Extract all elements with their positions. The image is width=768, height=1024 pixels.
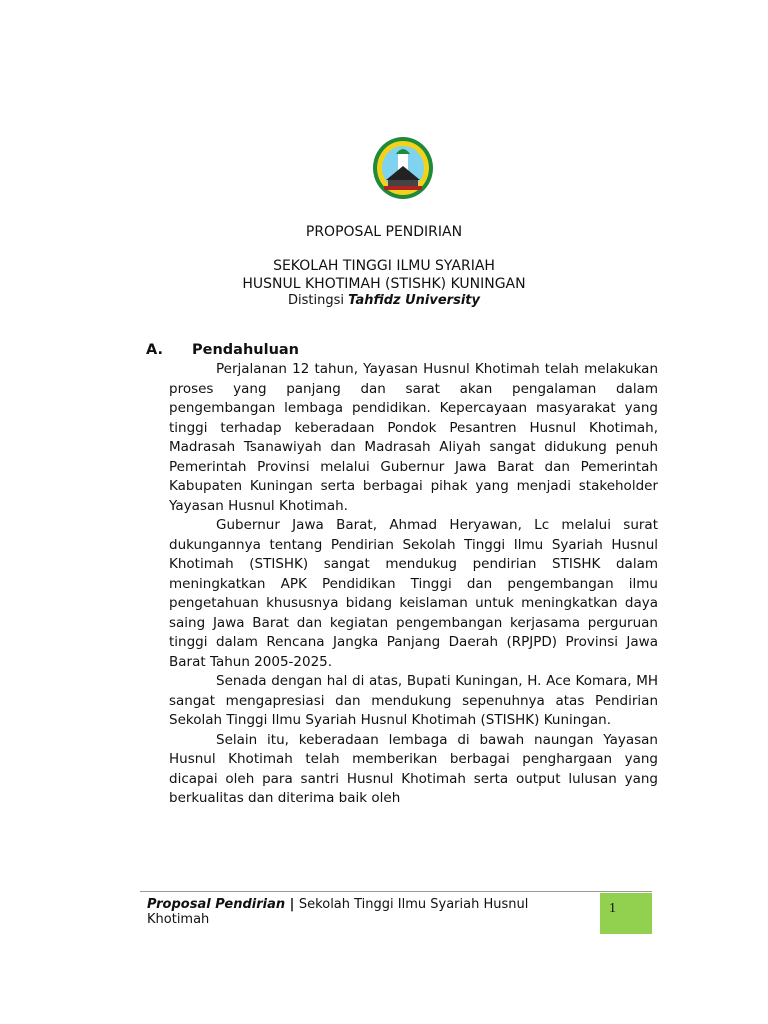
- paragraph: Perjalanan 12 tahun, Yayasan Husnul Khotimah telah melakukan proses yang panjang dan sarat akan pengalaman dalam pengembangan lembaga pendidikan. Kepercayaan masyarakat yang tinggi terhadap keberadaan Pondok Pesantren Husnul Khotimah, Madrasah Tsanawiyah dan Madrasah Aliyah sangat didukung penuh Pemerintah Provinsi melalui Gubernur Jawa Barat dan Pemerintah Kabupaten Kuningan serta berbagai pihak yang menjadi stakeholder Yayasan Husnul Khotimah.: [169, 361, 658, 514]
- page-number-box: [600, 893, 652, 934]
- page-number: 1: [609, 901, 616, 916]
- footer-divider: [140, 891, 652, 892]
- institution-line-2: HUSNUL KHOTIMAH (STISHK) KUNINGAN: [242, 276, 526, 292]
- distinction-prefix: Distingsi: [288, 293, 349, 308]
- institution-line-1: SEKOLAH TINGGI ILMU SYARIAH: [273, 258, 495, 274]
- stishk-logo: [372, 136, 434, 200]
- footer-text: [147, 897, 592, 927]
- proposal-title: PROPOSAL PENDIRIAN: [305, 224, 463, 240]
- distinction-line: [0, 293, 768, 308]
- footer-doc-title: Proposal Pendirian: [147, 897, 286, 912]
- footer-separator: |: [285, 897, 299, 912]
- footer-subtitle: Sekolah Tinggi Ilmu Syariah Husnul Khotimah: [147, 897, 529, 927]
- section-number: A.: [146, 342, 163, 358]
- section-heading: [146, 342, 299, 358]
- paragraph: Gubernur Jawa Barat, Ahmad Heryawan, Lc melalui surat dukungannya tentang Pendirian Sekolah Tinggi Ilmu Syariah Husnul Khotimah (STISHK) sangat mendukug pendirian STISHK dalam meningkatkan APK Pendidikan Tinggi dan pengembangan ilmu pengetahuan khususnya bidang keislaman untuk meningkatkan daya saing Jawa Barat dan kegiatan pengembangan kerjasama perguruan tinggi dalam Rencana Jangka Panjang Daerah (RPJPD) Provinsi Jawa Barat Tahun 2005-2025.: [169, 517, 658, 670]
- paragraph: Senada dengan hal di atas, Bupati Kuningan, H. Ace Komara, MH sangat mengapresiasi dan mendukung sepenuhnya atas Pendirian Sekolah Tinggi Ilmu Syariah Husnul Khotimah (STISHK) Kuningan.: [169, 673, 658, 728]
- body-text: [169, 360, 658, 809]
- logo-base: [388, 180, 418, 186]
- distinction-italic: Tahfidz University: [348, 293, 480, 308]
- logo-ribbon: [384, 186, 422, 190]
- section-title: Pendahuluan: [192, 342, 299, 358]
- paragraph: Selain itu, keberadaan lembaga di bawah naungan Yayasan Husnul Khotimah telah memberikan berbagai penghargaan yang dicapai oleh para santri Husnul Khotimah serta output lulusan yang berkualitas dan diterima baik oleh: [169, 731, 658, 806]
